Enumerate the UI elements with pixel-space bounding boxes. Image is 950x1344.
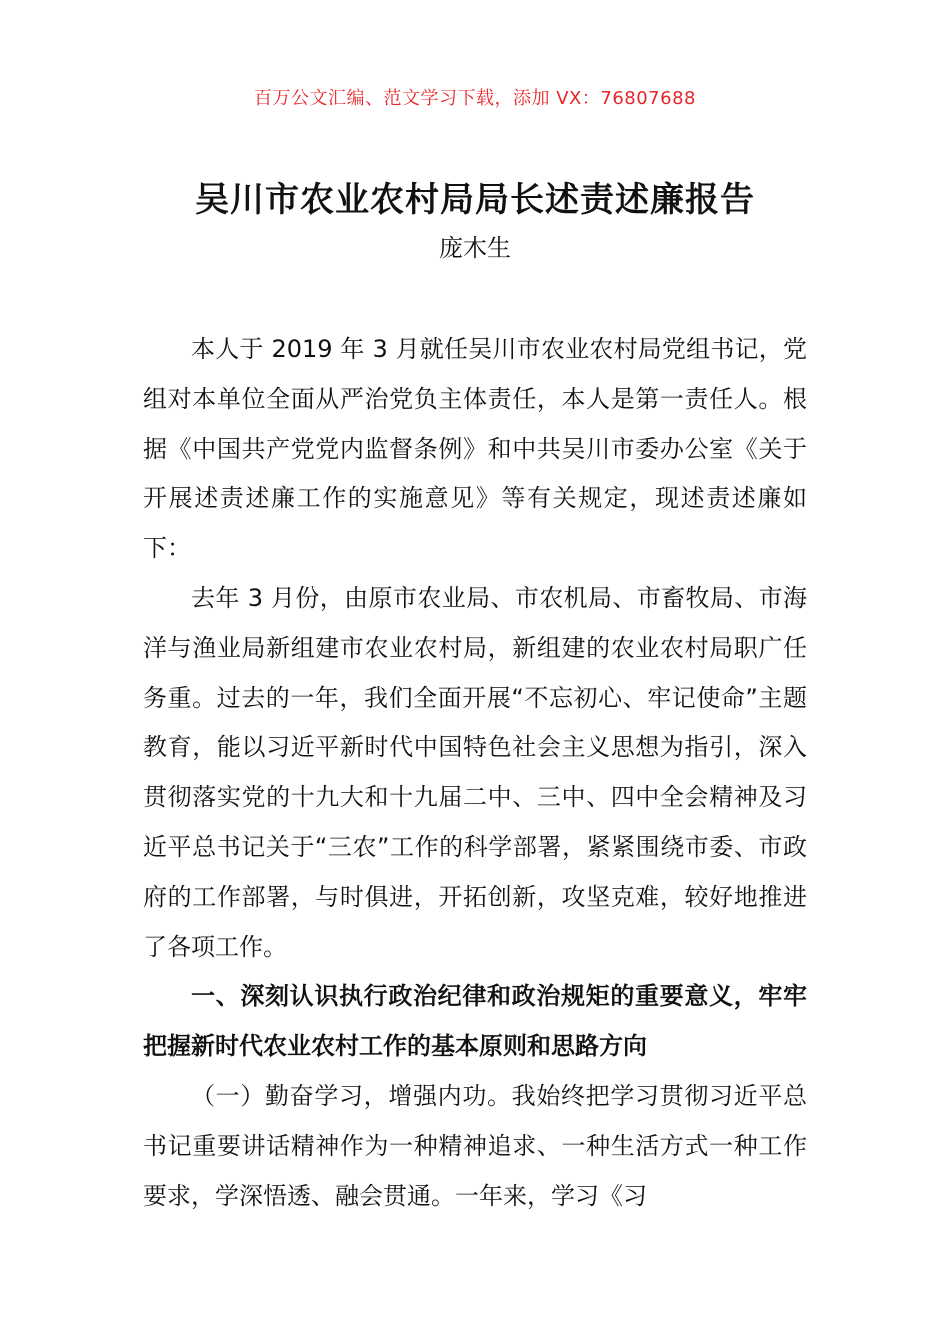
section-heading-1: 一、深刻认识执行政治纪律和政治规矩的重要意义，牢牢把握新时代农业农村工作的基本原则和思路方向: [143, 982, 807, 1061]
document-author: 庞木生: [439, 234, 511, 262]
document-title: 吴川市农业农村局局长述责述廉报告: [195, 180, 755, 220]
paragraph-study: （一）勤奋学习，增强内功。我始终把学习贯彻习近平总书记重要讲话精神作为一种精神追求、一种生活方式一种工作要求，学深悟透、融会贯通。一年来，学习《习: [143, 1081, 807, 1210]
document-body: [143, 325, 807, 1221]
paragraph-intro: 本人于 2019 年 3 月就任吴川市农业农村局党组书记，党组对本单位全面从严治党负主体责任，本人是第一责任人。根据《中国共产党党内监督条例》和中共吴川市委办公室《关于开展述责述廉工作的实施意见》等有关规定，现述责述廉如下：: [143, 335, 807, 563]
header-watermark-note: 百万公文汇编、范文学习下载，添加 VX：76807688: [254, 88, 696, 109]
paragraph-background: 去年 3 月份，由原市农业局、市农机局、市畜牧局、市海洋与渔业局新组建市农业农村局，新组建的农业农村局职广任务重。过去的一年，我们全面开展“不忘初心、牢记使命”主题教育，能以习近平新时代中国特色社会主义思想为指引，深入贯彻落实党的十九大和十九届二中、三中、四中全会精神及习近平总书记关于“三农”工作的科学部署，紧紧围绕市委、市政府的工作部署，与时俱进，开拓创新，攻坚克难，较好地推进了各项工作。: [143, 583, 807, 961]
